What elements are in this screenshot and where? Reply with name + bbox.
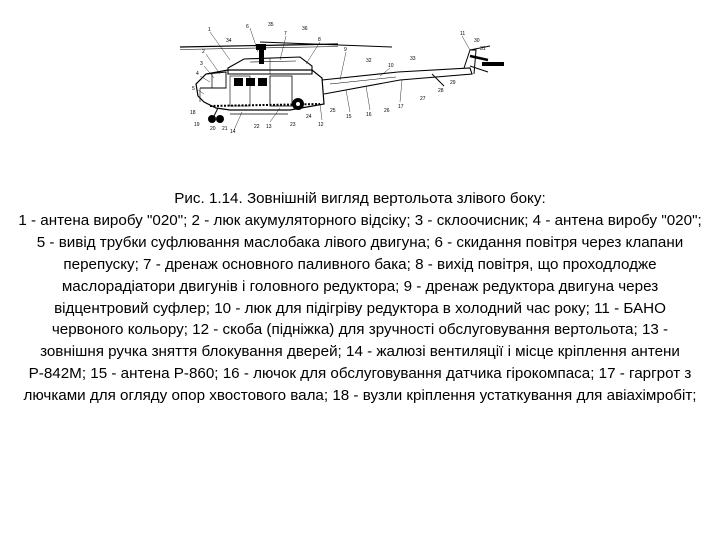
callout-35: 35 [268, 22, 274, 28]
callout-19: 19 [194, 122, 200, 128]
figure-caption [18, 188, 702, 407]
callout-11: 11 [460, 31, 466, 37]
callout-36: 36 [302, 26, 308, 32]
callout-1: 1 [208, 27, 211, 33]
callout-30: 30 [474, 38, 480, 44]
callout-7: 7 [284, 31, 287, 37]
callout-20: 20 [210, 126, 216, 132]
callout-15: 15 [346, 114, 352, 120]
callout-28: 28 [438, 88, 444, 94]
helicopter-svg [170, 22, 510, 134]
callout-12: 12 [318, 122, 324, 128]
callout-6: 6 [246, 24, 249, 30]
callout-17: 17 [398, 104, 404, 110]
callout-5: 5 [192, 86, 195, 92]
callout-13: 13 [266, 124, 272, 130]
callout-34: 34 [226, 38, 232, 44]
callout-4: 4 [196, 71, 199, 77]
callout-23: 23 [290, 122, 296, 128]
callout-29: 29 [450, 80, 456, 86]
callout-9: 9 [344, 47, 347, 53]
callout-25: 25 [330, 108, 336, 114]
callout-33: 33 [410, 56, 416, 62]
callout-21: 21 [222, 126, 228, 132]
callout-24: 24 [306, 114, 312, 120]
callout-3: 3 [200, 61, 203, 67]
helicopter-side-view-drawing [170, 22, 510, 134]
callout-8: 8 [318, 37, 321, 43]
callout-32: 32 [366, 58, 372, 64]
callout-18: 18 [190, 110, 196, 116]
callout-14: 14 [230, 129, 236, 134]
callout-26: 26 [384, 108, 390, 114]
callout-10: 10 [388, 63, 394, 69]
callout-22: 22 [254, 124, 260, 130]
callout-16: 16 [366, 112, 372, 118]
callout-27: 27 [420, 96, 426, 102]
callout-2: 2 [202, 49, 205, 55]
caption-title: Рис. 1.14. Зовнішній вигляд вертольота злівого боку: [174, 190, 546, 207]
caption-body: 1 - антена виробу "020"; 2 - люк акумуляторного відсіку; 3 - склоочисник; 4 - антена виробу "020"; 5 - вивід трубки суфлювання маслобака лівого двигуна; 6 - скидання повітря через клапани перепуску; 7 - дренаж основного паливного бака; 8 - вихід повітря, що проходлодже маслорадіатори двигунів і головного редуктора; 9 - дренаж редуктора двигуна через відцентровий суфлер; 10 - люк для підігріву редуктора в холодний час року; 11 - БАНО червоного кольору; 12 - скоба (підніжка) для зручності обслуговування вертольота; 13 - зовнішня ручка зняття блокування дверей; 14 - жалюзі вентиляції і місце кріплення антени Р-842М; 15 - антена Р-860; 16 - лючок для обслуговування датчика гірокомпаса; 17 - гаргрот з лючками для огляду опор хвостового вала; 18 - вузли кріплення устаткування для авіахімробіт; [18, 211, 702, 405]
callout-31: 31 [480, 46, 486, 52]
